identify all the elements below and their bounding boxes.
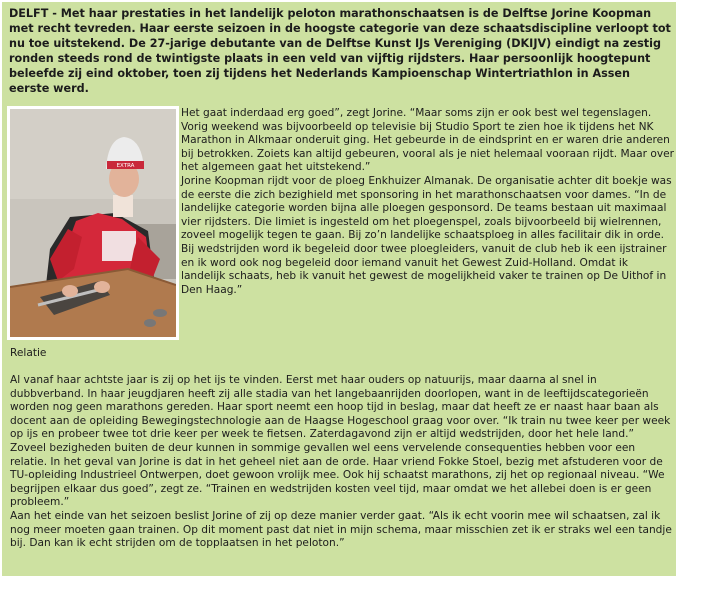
photo-can <box>144 319 156 327</box>
article-body <box>10 374 674 551</box>
photo-frame <box>7 106 179 340</box>
skater-photo <box>10 109 176 337</box>
article-intro: DELFT - Met haar prestaties in het landelijk peloton marathonschaatsen is de Delftse Jorine Koopman met recht tevreden. Haar eerste seizoen in de hoogste categorie van deze schaatsdiscipline verloopt tot nu toe uitstekend. De 27-jarige debutante van de Delftse Kunst IJs Vereniging (DKIJV) eindigt na zestig ronden steeds rond de twintigste plaats in een veld van vijftig rijdsters. Haar persoonlijk hoogtepunt beleefde zij eind oktober, toen zij tijdens het Nederlands Kampioenschap Wintertriathlon in Assen eerste werd. <box>9 7 671 95</box>
paragraph: Zoveel bezigheden buiten de deur kunnen in sommige gevallen wel eens vervelende consequenties hebben voor een relatie. In het geval van Jorine is dat in het geheel niet aan de orde. Haar vriend Fokke Stoel, bezig met afstuderen voor de TU-opleiding Industrieel Ontwerpen, doet gewoon vrolijk mee. Ook hij schaatst marathons, zij het op regionaal niveau. “We begrijpen elkaar dus goed”, zegt ze. “Trainen en wedstrijden kosten veel tijd, maar omdat we het allebei doen is er geen probleem.” <box>10 441 665 509</box>
photo-cap-text: EXTRA <box>116 163 135 169</box>
photo-neck <box>113 195 133 217</box>
side-column-text <box>181 107 675 297</box>
paragraph: Aan het einde van het seizoen beslist Jorine of zij op deze manier verder gaat. “Als ik echt voorin mee wil schaatsen, zal ik nog meer moeten gaan trainen. Op dit moment past dat niet in mijn schema, maar misschien zet ik er straks wel een tandje bij. Dan kan ik echt strijden om de topplaatsen in het peloton.” <box>10 509 672 550</box>
section-heading: Relatie <box>10 347 47 359</box>
paragraph: Al vanaf haar achtste jaar is zij op het ijs te vinden. Eerst met haar ouders op natuurijs, maar daarna al snel in dubbverband. In haar jeugdjaren heeft zij alle stadia van het langebaanrijden doorlopen, want in de leeftijdscategorieën worden nog geen marathons gereden. Haar sport neemt een hoop tijd in beslag, maar dat heeft ze er naast haar baan als docent aan de opleiding Bewegingstechnologie aan de Haagse Hogeschool graag voor over. “Ik train nu twee keer per week op ijs en probeer twee tot drie keer per week te fietsen. Zaterdagavond zijn er altijd wedstrijden, door het hele land.” <box>10 374 671 441</box>
paragraph: Jorine Koopman rijdt voor de ploeg Enkhuizer Almanak. De organisatie achter dit boekje was de eerste die zich bezighield met sponsoring in het marathonschaatsen voor dames. “In de landelijke categorie worden bijna alle ploegen gesponsord. De teams bestaan uit maximaal vier rijdsters. Die limiet is ingesteld om het ploegenspel, zoals bijvoorbeeld bij wielrennen, zoveel mogelijk tegen te gaan. Bij zo’n landelijke schaatsploeg in alles facilitair dik in orde. Bij wedstrijden word ik begeleid door twee ploegleiders, vanuit de club heb ik een ijstrainer en ik word ook nog begeleid door iemand vanuit het Gewest Zuid-Holland. Omdat ik landelijk schaats, heb ik vanuit het gewest de mogelijkheid vaker te trainen op De Uithof in Den Haag.” <box>181 174 672 296</box>
article-panel <box>2 2 676 576</box>
photo-hand-left <box>62 285 78 297</box>
photo-can <box>153 309 167 317</box>
photo-hand-right <box>94 281 110 293</box>
photo-wall-shade <box>10 109 176 199</box>
photo-jacket-panel <box>102 231 136 261</box>
paragraph: Het gaat inderdaad erg goed”, zegt Jorine. “Maar soms zijn er ook best wel tegenslagen. Vorig weekend was bijvoorbeeld op televisie bij Studio Sport te zien hoe ik tijdens het NK Marathon in Alkmaar onderuit ging. Het gebeurde in de eindsprint en er waren drie anderen bij betrokken. Zoiets kan altijd gebeuren, vooral als je niet helemaal vooraan rijdt. Maar over het algemeen gaat het uitstekend.” <box>181 107 674 174</box>
